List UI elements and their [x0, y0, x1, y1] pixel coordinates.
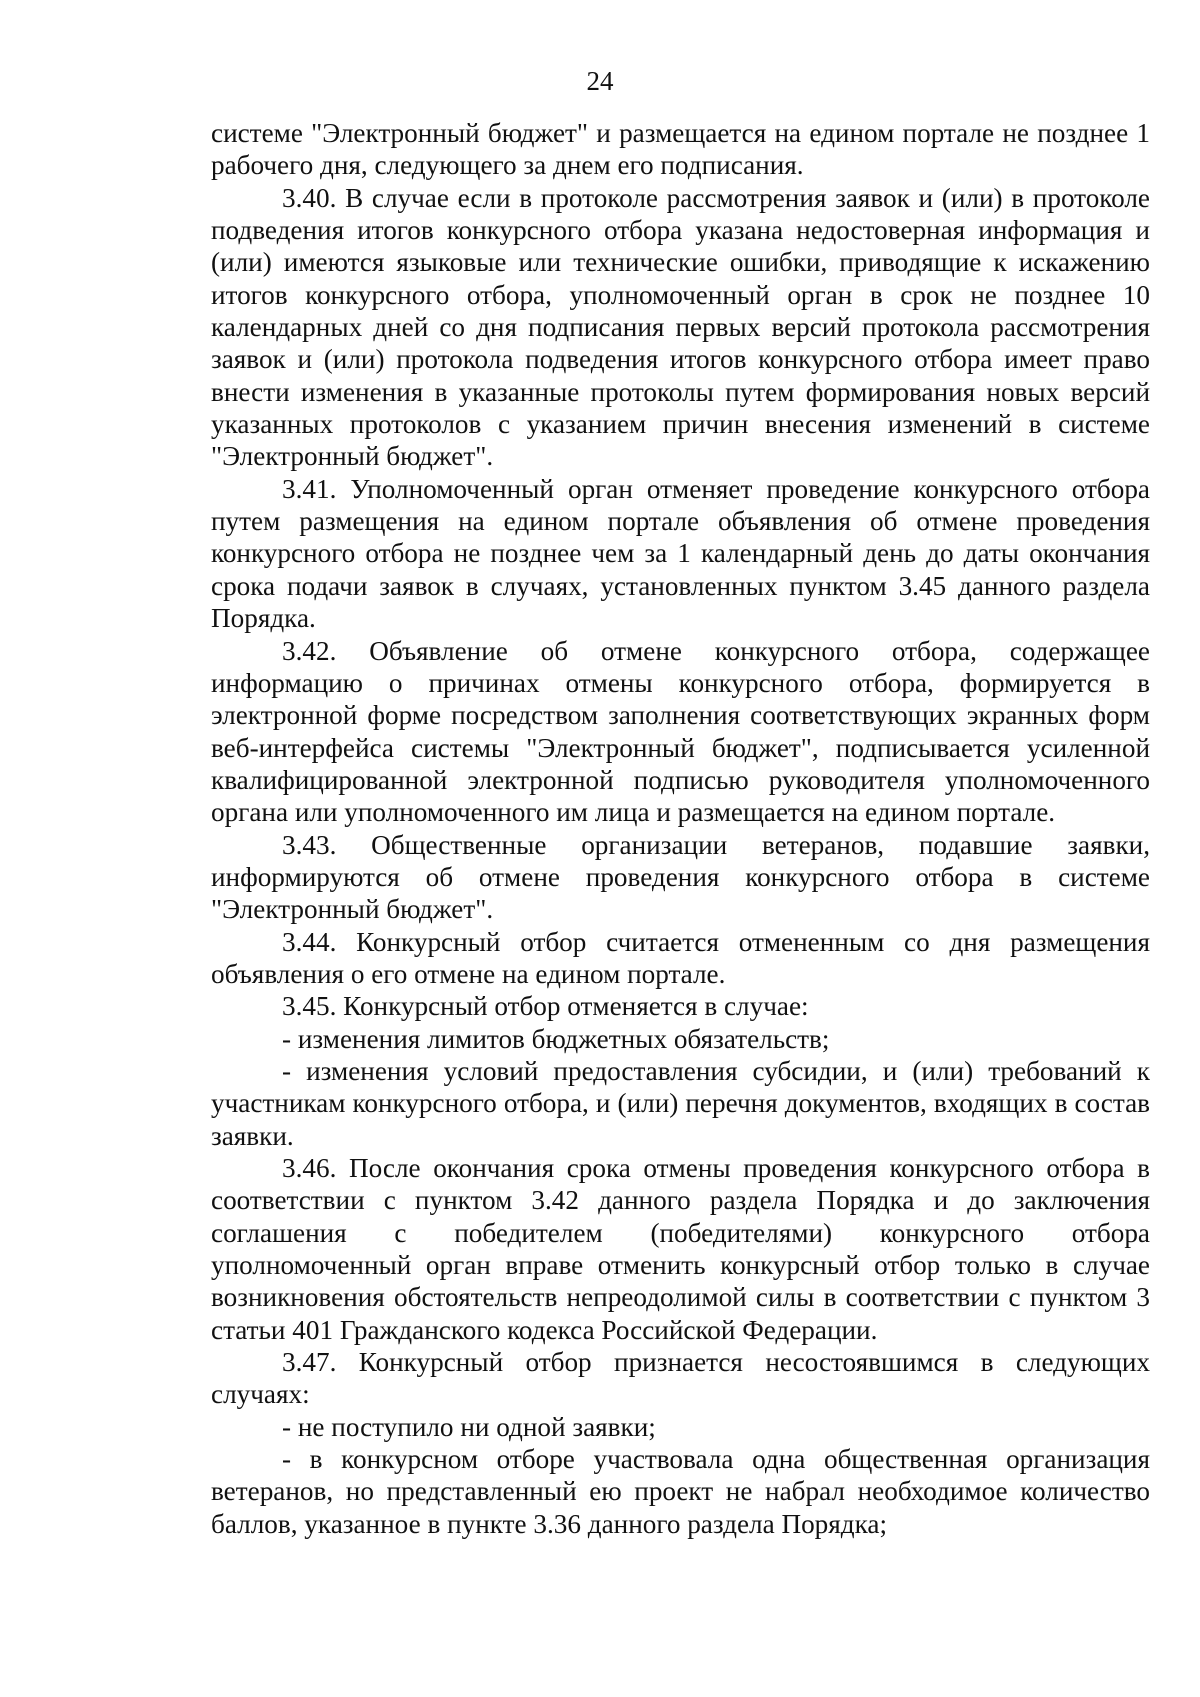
document-body: [211, 117, 1150, 1540]
paragraph-3-44: 3.44. Конкурсный отбор считается отмененным со дня размещения объявления о его отмене на едином портале.: [211, 926, 1150, 989]
paragraph-3-43: 3.43. Общественные организации ветеранов, подавшие заявки, информируются об отмене проведения конкурсного отбора в системе "Электронный бюджет".: [211, 829, 1150, 925]
paragraph-continuation: системе "Электронный бюджет" и размещается на едином портале не позднее 1 рабочего дня, следующего за днем его подписания.: [211, 118, 1150, 181]
paragraph-3-47: 3.47. Конкурсный отбор признается несостоявшимся в следующих случаях:: [211, 1347, 1150, 1410]
paragraph-3-45: 3.45. Конкурсный отбор отменяется в случае:: [282, 991, 809, 1022]
list-item-single-participant: - в конкурсном отборе участвовала одна общественная организация ветеранов, но представленный ею проект не набрал необходимое количество баллов, указанное в пункте 3.36 данного раздела Порядка;: [211, 1444, 1150, 1539]
list-item-conditions-change: - изменения условий предоставления субсидии, и (или) требований к участникам конкурсного отбора, и (или) перечня документов, входящих в состав заявки.: [211, 1055, 1150, 1151]
paragraph-3-42: 3.42. Объявление об отмене конкурсного отбора, содержащее информацию о причинах отмены конкурсного отбора, формируется в электронной форме посредством заполнения соответствующих экранных форм веб-интерфейса системы "Электронный бюджет", подписывается усиленной квалифицированной электронной подписью руководителя уполномоченного органа или уполномоченного им лица и размещается на едином портале.: [211, 635, 1150, 828]
paragraph-3-46: 3.46. После окончания срока отмены проведения конкурсного отбора в соответствии с пунктом 3.42 данного раздела Порядка и до заключения соглашения с победителем (победителями) конкурсного отбора уполномоченный орган вправе отменить конкурсный отбор только в случае возникновения обстоятельств непреодолимой силы в соответствии с пунктом 3 статьи 401 Гражданского кодекса Российской Федерации.: [211, 1153, 1150, 1345]
page-number: 24: [586, 66, 614, 96]
list-item-no-applications: - не поступило ни одной заявки;: [282, 1411, 656, 1442]
paragraph-3-40: 3.40. В случае если в протоколе рассмотрения заявок и (или) в протоколе подведения итогов конкурсного отбора указана недостоверная информация и (или) имеются языковые или технические ошибки, приводящие к искажению итогов конкурсного отбора, уполномоченный орган в срок не позднее 10 календарных дней со дня подписания первых версий протокола рассмотрения заявок и (или) протокола подведения итогов конкурсного отбора имеет право внести изменения в указанные протоколы путем формирования новых версий указанных протоколов с указанием причин внесения изменений в системе "Электронный бюджет".: [211, 182, 1150, 472]
paragraph-3-41: 3.41. Уполномоченный орган отменяет проведение конкурсного отбора путем размещения на едином портале объявления об отмене проведения конкурсного отбора не позднее чем за 1 календарный день до даты окончания срока подачи заявок в случаях, установленных пунктом 3.45 данного раздела Порядка.: [211, 473, 1150, 634]
list-item-budget-limits: - изменения лимитов бюджетных обязательств;: [282, 1023, 830, 1054]
